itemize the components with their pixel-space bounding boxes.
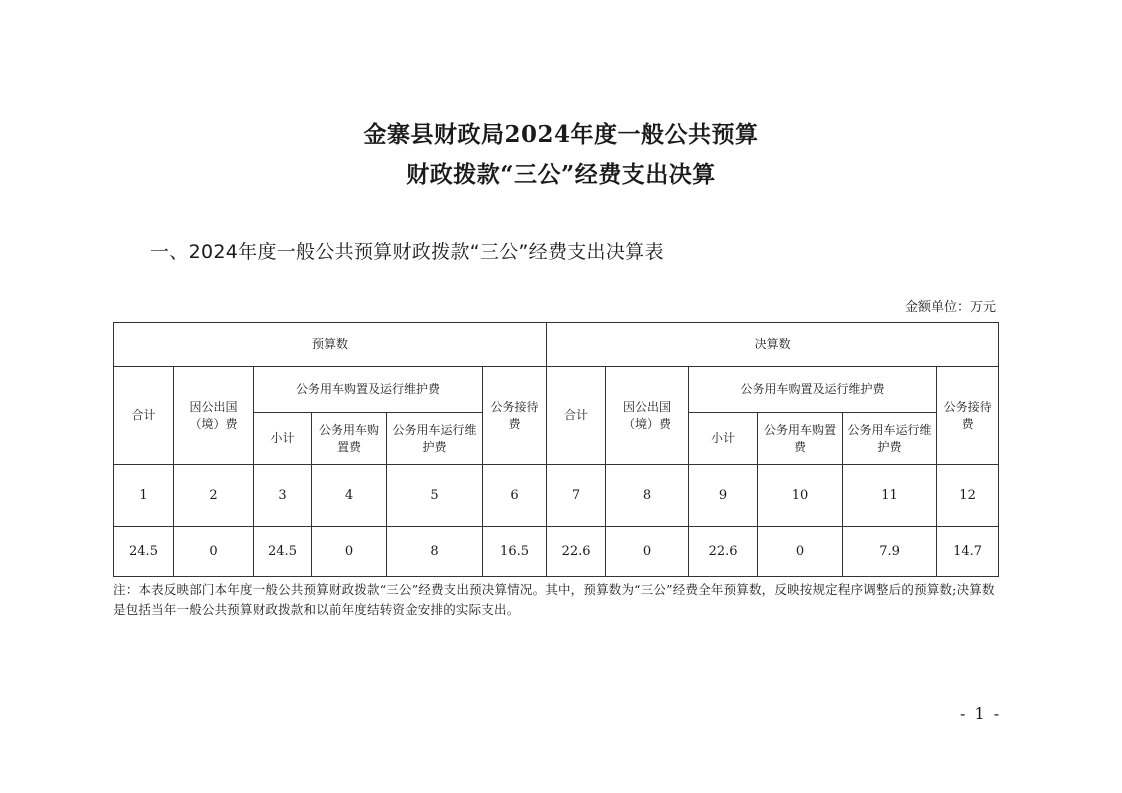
- header-final-vehicle-group: 公务用车购置及运行维护费: [689, 367, 937, 413]
- value-budget-abroad: 0: [174, 527, 254, 577]
- three-public-expenses-table: [113, 322, 999, 577]
- page-number: - 1 -: [960, 704, 1002, 723]
- value-budget-reception: 16.5: [483, 527, 547, 577]
- header-budget-subtotal: 小计: [254, 413, 312, 465]
- header-budget-reception: 公务接待费: [483, 367, 547, 465]
- value-budget-vehicle-purchase: 0: [312, 527, 387, 577]
- value-final-reception: 14.7: [937, 527, 999, 577]
- column-number: 3: [254, 465, 312, 527]
- column-number: 5: [387, 465, 483, 527]
- unit-label: 金额单位：万元: [904, 300, 996, 315]
- value-budget-vehicle-subtotal: 24.5: [254, 527, 312, 577]
- table-footnote: 注：本表反映部门本年度一般公共预算财政拨款“三公”经费支出预决算情况。其中，预算数为“三公”经费全年预算数，反映按规定程序调整后的预算数;决算数是包括当年一般公共预算财政拨款和以前年度结转资金安排的实际支出。: [113, 582, 995, 617]
- column-number: 4: [312, 465, 387, 527]
- header-final-purchase: 公务用车购置费: [758, 413, 843, 465]
- value-final-vehicle-purchase: 0: [758, 527, 843, 577]
- value-budget-total: 24.5: [114, 527, 174, 577]
- column-number: 1: [114, 465, 174, 527]
- column-number-row: [114, 465, 999, 527]
- value-final-total: 22.6: [547, 527, 606, 577]
- header-budget-abroad: 因公出国（境）费: [174, 367, 254, 465]
- column-number: 9: [689, 465, 758, 527]
- header-budget-purchase: 公务用车购置费: [312, 413, 387, 465]
- value-final-vehicle-subtotal: 22.6: [689, 527, 758, 577]
- column-number: 6: [483, 465, 547, 527]
- document-title-line2: 财政拨款“三公”经费支出决算: [406, 161, 716, 188]
- header-final-abroad: 因公出国（境）费: [606, 367, 689, 465]
- value-final-abroad: 0: [606, 527, 689, 577]
- header-row-groups: [114, 323, 999, 367]
- header-budget-total: 合计: [114, 367, 174, 465]
- column-number: 8: [606, 465, 689, 527]
- header-final-operation: 公务用车运行维护费: [843, 413, 937, 465]
- column-number: 7: [547, 465, 606, 527]
- column-number: 11: [843, 465, 937, 527]
- header-budget-operation: 公务用车运行维护费: [387, 413, 483, 465]
- header-final-total: 合计: [547, 367, 606, 465]
- document-title-line1: 金寨县财政局2024年度一般公共预算: [363, 121, 759, 148]
- column-number: 12: [937, 465, 999, 527]
- header-budget-vehicle-group: 公务用车购置及运行维护费: [254, 367, 483, 413]
- column-number: 10: [758, 465, 843, 527]
- header-budget-group: 预算数: [114, 323, 547, 367]
- header-final-group: 决算数: [547, 323, 999, 367]
- value-budget-vehicle-operation: 8: [387, 527, 483, 577]
- value-final-vehicle-operation: 7.9: [843, 527, 937, 577]
- header-final-reception: 公务接待费: [937, 367, 999, 465]
- values-row: [114, 527, 999, 577]
- column-number: 2: [174, 465, 254, 527]
- header-row-columns: [114, 367, 999, 413]
- header-final-subtotal: 小计: [689, 413, 758, 465]
- section-heading: 一、2024年度一般公共预算财政拨款“三公”经费支出决算表: [150, 241, 664, 263]
